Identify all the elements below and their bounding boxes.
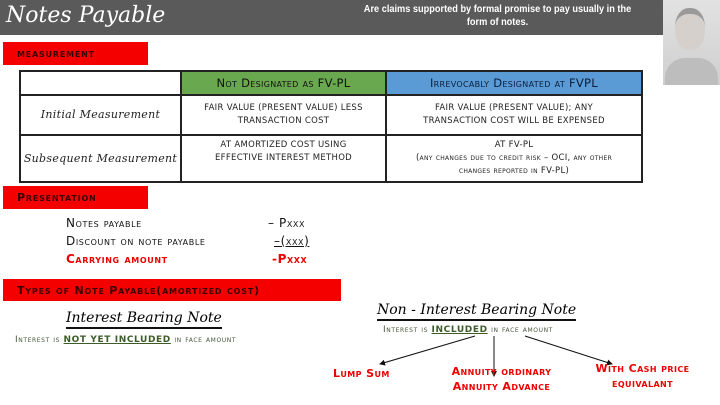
branch-lump-sum: Lump Sum [333, 367, 390, 380]
presentation-label: Presentation [3, 186, 148, 209]
cell: AT AMORTIZED COST USING EFFECTIVE INTEREST METHOD [181, 135, 386, 182]
pres-value: – Pxxx [268, 216, 306, 230]
row-label: Subsequent Measurement [20, 135, 181, 182]
pres-label: Notes payable [66, 216, 142, 230]
pres-label: Carrying amount [66, 252, 168, 266]
branch-cash-price-line2: equivalant [611, 377, 674, 390]
branch-right [525, 336, 612, 364]
branch-annuity-ordinary: Annuity ordinary [451, 365, 552, 378]
non-interest-bearing-title: Non - Interest Bearing Note [377, 302, 576, 321]
pres-value: -Pxxx [272, 252, 308, 266]
branch-annuity-advance: Annuity Advance [452, 380, 551, 393]
measurement-label: measurement [3, 42, 148, 65]
row-label: Initial Measurement [20, 95, 181, 135]
interest-bearing-title: Interest Bearing Note [66, 310, 222, 329]
branch-cash-price-line1: With Cash price [595, 362, 690, 375]
desc-suffix: in face amount [491, 325, 553, 335]
desc-suffix: in face amount [174, 335, 237, 345]
pres-value: –(xxx) [274, 234, 310, 248]
col-not-designated: Not Designated as FV-PL [181, 71, 386, 95]
cell-note: (any changes due to credit risk – OCI, any other changes reported in FV-PL) [415, 153, 613, 176]
desc-prefix: Interest is [383, 325, 429, 335]
page-title: Notes Payable [6, 3, 166, 28]
cell: FAIR VALUE (PRESENT VALUE); ANY TRANSACTION COST WILL BE EXPENSED [386, 95, 642, 135]
branch-annuity [434, 364, 569, 394]
desc-prefix: Interest is [15, 335, 61, 345]
cell-main: AT FV-PL [494, 140, 534, 150]
desc-highlight: INCLUDED [431, 325, 488, 335]
pres-label: Discount on note payable [66, 234, 206, 248]
definition-text: Are claims supported by formal promise to pay usually in the form of notes. [363, 4, 632, 28]
col-designated: Irrevocably Designated at FVPL [386, 71, 642, 95]
branch-cash-price [580, 361, 705, 391]
desc-highlight: NOT YET INCLUDED [63, 335, 171, 345]
branch-left [380, 336, 475, 364]
cell: FAIR VALUE (PRESENT VALUE) LESS TRANSACTION COST [181, 95, 386, 135]
types-label: Types of Note Payable(amortized cost) [3, 279, 341, 301]
